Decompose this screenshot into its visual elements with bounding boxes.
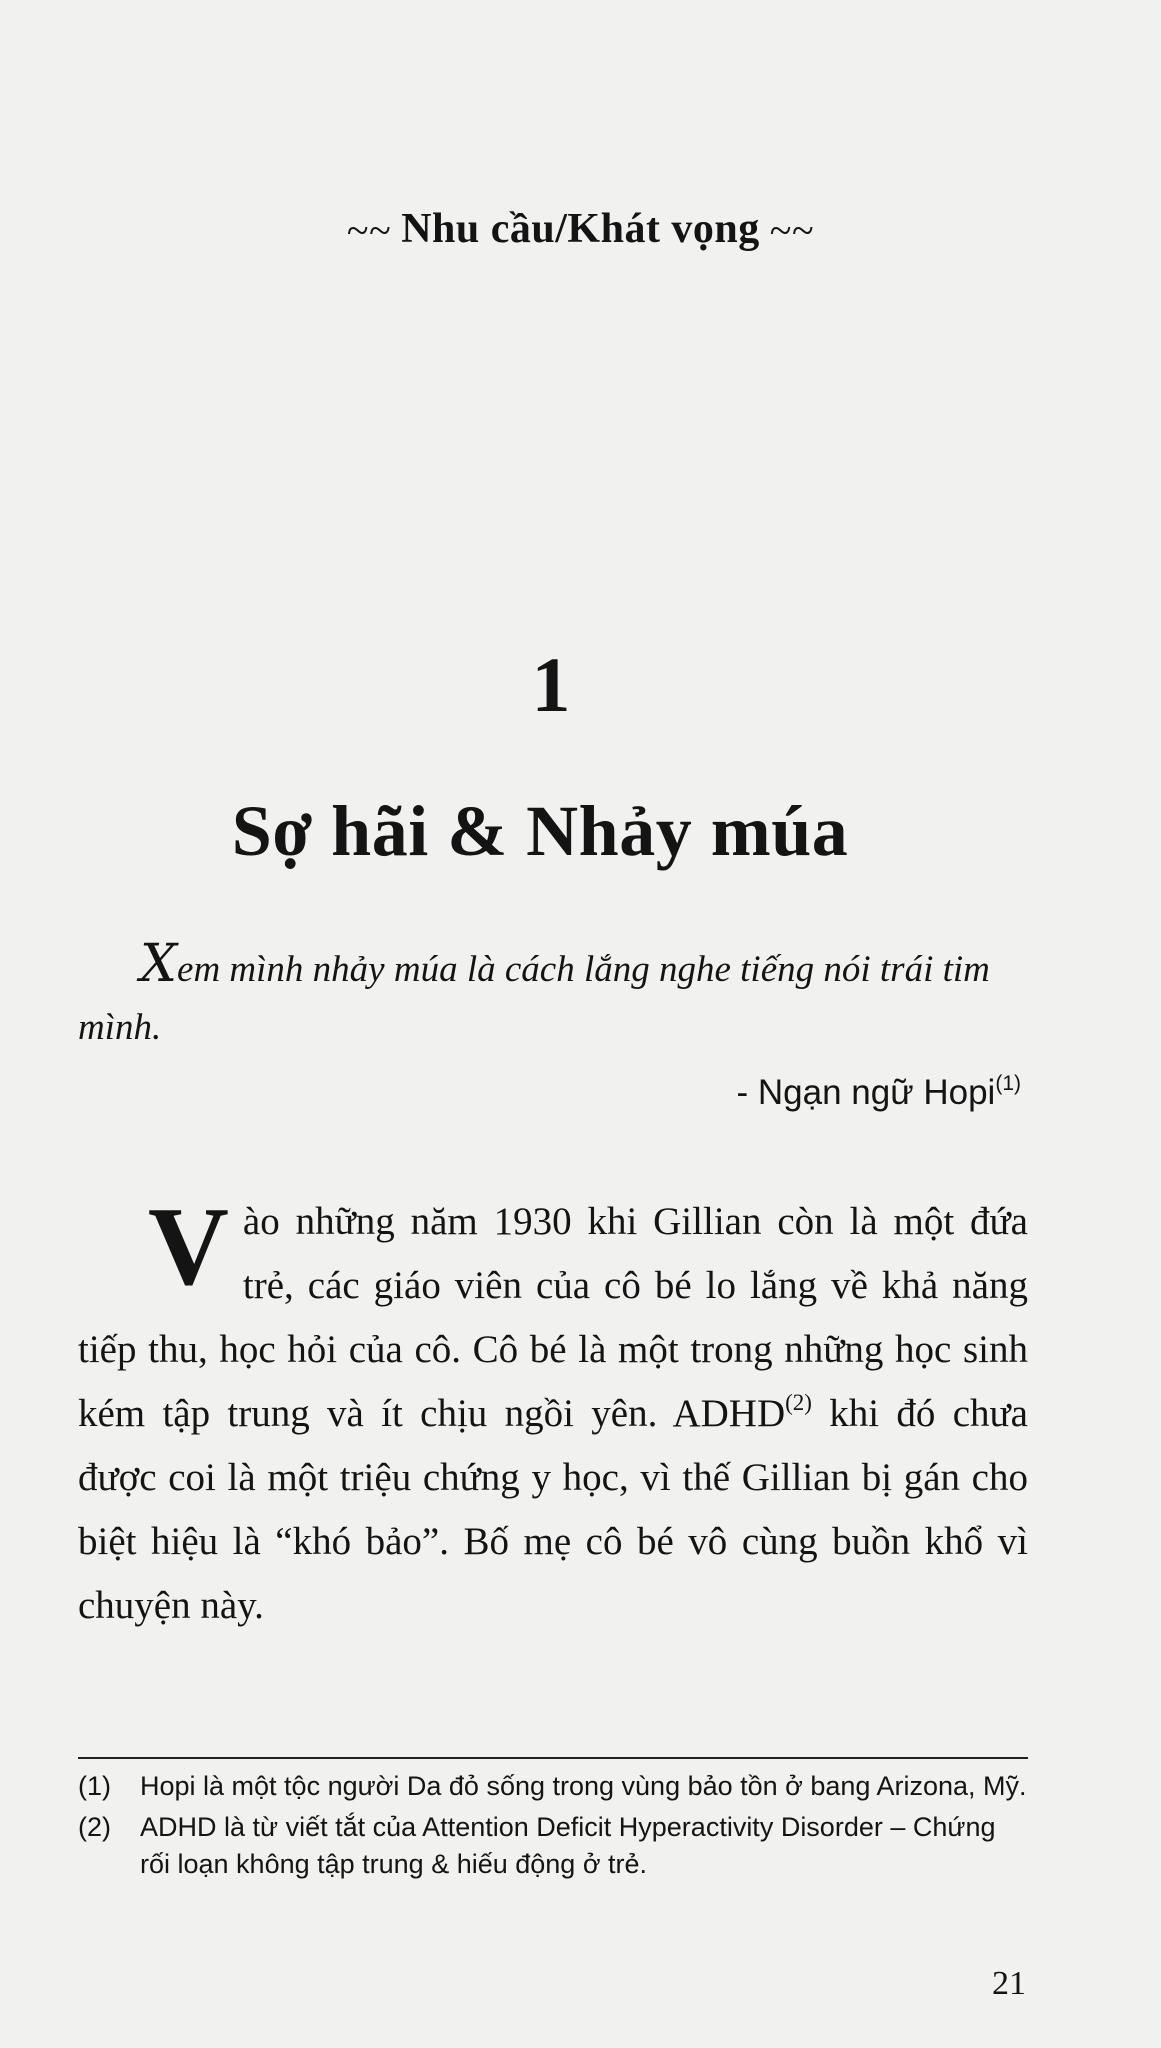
footnote-number: (2) xyxy=(78,1812,111,1842)
footnote-ref-1: (1) xyxy=(995,1072,1021,1095)
swash-ornament-left: ~~ xyxy=(346,208,392,253)
footnote-item xyxy=(78,1768,1028,1805)
footnote-divider xyxy=(78,1757,1028,1759)
footnote-text: Hopi là một tộc người Da đỏ sống trong vùng bảo tồn ở bang Arizona, Mỹ. xyxy=(140,1771,1027,1801)
footnote-ref-2: (2) xyxy=(785,1390,812,1415)
epigraph-attribution xyxy=(736,1072,1021,1113)
running-header-text: Nhu cầu/Khát vọng xyxy=(401,206,760,252)
epigraph xyxy=(78,935,1026,1057)
running-header xyxy=(0,205,1161,253)
footnote-item xyxy=(78,1809,1028,1883)
chapter-number: 1 xyxy=(531,641,571,728)
chapter-title: Sợ hãi & Nhảy múa xyxy=(231,791,849,871)
page-number: 21 xyxy=(992,1965,1026,2002)
epigraph-initial: X xyxy=(140,934,178,994)
footnote-number: (1) xyxy=(78,1771,111,1801)
body-text-part-2: khi đó chưa được coi là một triệu chứng y học, vì thế Gillian bị gán cho biệt hiệu là “khó bảo”. Bố mẹ cô bé vô cùng buồn khổ vì chuyện này. xyxy=(78,1392,1028,1627)
body-text-part-1: ào những năm 1930 khi Gillian còn là một đứa trẻ, các giáo viên của cô bé lo lắng về khả năng tiếp thu, học hỏi của cô. Cô bé là một trong những học sinh kém tập trung và ít chịu ngồi yên. ADHD xyxy=(78,1200,1028,1435)
swash-ornament-right: ~~ xyxy=(769,208,815,253)
body-paragraph xyxy=(78,1185,1028,1638)
footnote-text: ADHD là từ viết tắt của Attention Deficit Hyperactivity Disorder – Chứng rối loạn không tập trung & hiếu động ở trẻ. xyxy=(140,1812,996,1879)
attribution-text: - Ngạn ngữ Hopi xyxy=(736,1073,996,1112)
drop-cap: V xyxy=(148,1185,229,1309)
footnotes xyxy=(78,1768,1028,1887)
epigraph-text: em mình nhảy múa là cách lắng nghe tiếng nói trái tim mình. xyxy=(78,949,990,1048)
